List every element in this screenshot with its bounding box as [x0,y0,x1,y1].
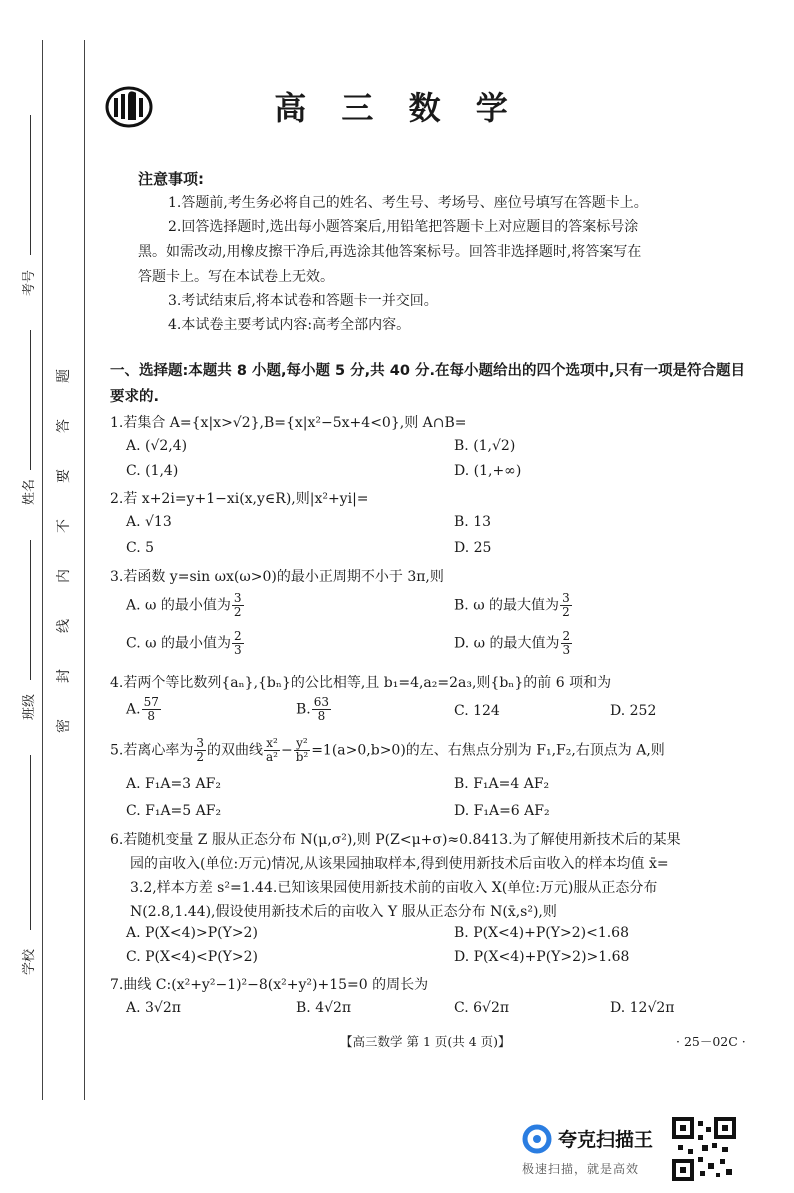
q3-option-c [126,630,245,657]
seal-char-4: 不 [56,519,72,533]
q3-option-d-text: D. ω 的最大值为 [454,635,560,652]
q6-line-3: 3.2,样本方差 s²=1.44.已知该果园使用新技术前的亩收入 X(单位:万元)服从正态分布 [130,880,658,896]
banji-blank [30,540,31,680]
notice-line-4: 答题卡上。写在本试卷上无效。 [138,269,334,285]
q3-option-c-text: C. ω 的最小值为 [126,635,231,652]
q5-h2-num: y² [294,737,311,751]
seal-char-6: 线 [56,619,72,633]
seal-char-2: 答 [56,419,72,433]
margin-line-outer [42,40,43,1100]
banji-label: 班级 [22,693,37,720]
q3-option-c-frac [232,630,244,657]
q6-option-b: B. P(X<4)+P(Y>2)<1.68 [454,925,629,941]
q5-option-a: A. F₁A=3 AF₂ [126,776,221,792]
q5-h2-frac [294,737,311,764]
q5-stem-c: =1(a>0,b>0)的左、右焦点分别为 F₁,F₂,右顶点为 A,则 [311,742,665,759]
q4-a-num: 57 [143,695,159,709]
q2-option-b: B. 13 [454,514,492,530]
q6-line-4: N(2.8,1.44),假设使用新技术后的亩收入 Y 服从正态分布 N(x̄,s²),则 [130,904,557,920]
q3-option-a-frac [232,592,244,619]
q4-option-a [126,696,162,723]
q2-option-a: A. √13 [126,514,172,530]
q4-option-c: C. 124 [454,703,500,719]
paper-code: · 25－02C · [676,1034,746,1049]
kaohao-label: 考号 [22,269,37,296]
q5-stem [110,737,665,764]
q4-b-den: 8 [317,709,326,723]
xuexiao-blank [30,755,31,930]
q4-option-a-text: A. [126,701,141,718]
q5-e-frac [194,737,206,764]
seal-char-1: 题 [56,369,72,383]
q5-stem-a: 5.若离心率为 [110,742,194,759]
notice-line-2: 2.回答选择题时,选出每小题答案后,用铅笔把答题卡上对应题目的答案标号涂 [168,219,639,235]
q5-option-d: D. F₁A=6 AF₂ [454,803,550,819]
notice-line-3: 黑。如需改动,用橡皮擦干净后,再选涂其他答案标号。回答非选择题时,将答案写在 [138,244,642,260]
q5-h1-num: x² [264,737,280,751]
q3-option-b [454,592,573,619]
q4-option-d: D. 252 [610,703,657,719]
q4-option-b-frac [312,696,331,723]
q5-option-b: B. F₁A=4 AF₂ [454,776,550,792]
q4-option-a-frac [142,696,161,723]
q3-stem: 3.若函数 y=sin ωx(ω>0)的最小正周期不小于 3π,则 [110,569,444,585]
page-title: 高 三 数 学 [274,89,520,127]
margin-line-inner [84,40,85,1100]
q1-option-b: B. (1,√2) [454,438,516,454]
q7-option-c: C. 6√2π [454,1000,510,1016]
seal-char-7: 封 [56,669,72,683]
notice-heading: 注意事项: [138,170,204,188]
q6-option-d: D. P(X<4)+P(Y>2)>1.68 [454,949,630,965]
q6-line-1: 6.若随机变量 Z 服从正态分布 N(μ,σ²),则 P(Z<μ+σ)≈0.8413.为了解使用新技术后的某果 [110,832,681,848]
q5-h1-frac [264,737,280,764]
q5-h2-den: b² [295,750,309,764]
q7-option-d: D. 12√2π [610,1000,675,1016]
q4-option-b [296,696,332,723]
q7-option-b: B. 4√2π [296,1000,352,1016]
q5-option-c: C. F₁A=5 AF₂ [126,803,222,819]
q3-d-den: 3 [562,643,571,657]
q5-minus: − [280,742,293,759]
q3-option-a-text: A. ω 的最小值为 [126,597,231,614]
q1-option-d: D. (1,+∞) [454,463,522,479]
page-footer: 【高三数学 第 1 页(共 4 页)】 [340,1034,511,1049]
q3-b-num: 3 [562,591,570,605]
q5-stem-b: 的双曲线 [207,742,263,759]
q5-h1-den: a² [266,750,278,764]
q2-option-c: C. 5 [126,540,155,556]
seal-char-3: 要 [56,469,72,483]
q1-option-c: C. (1,4) [126,463,179,479]
q3-option-b-text: B. ω 的最大值为 [454,597,560,614]
q3-b-den: 2 [562,605,570,619]
notice-line-1: 1.答题前,考生务必将自己的姓名、考生号、考场号、座位号填写在答题卡上。 [168,195,648,211]
notice-line-6: 4.本试卷主要考试内容:高考全部内容。 [168,317,411,333]
seal-char-8: 密 [56,719,72,733]
q6-option-c: C. P(X<4)<P(Y>2) [126,949,259,965]
q1-stem: 1.若集合 A={x|x>√2},B={x|x²−5x+4<0},则 A∩B= [110,415,467,431]
scanner-brand-name: 夸克扫描王 [558,1129,654,1151]
q7-stem: 7.曲线 C:(x²+y²−1)²−8(x²+y²)+15=0 的周长为 [110,977,429,993]
q1-option-a: A. (√2,4) [126,438,188,454]
q4-stem: 4.若两个等比数列{aₙ},{bₙ}的公比相等,且 b₁=4,a₂=2a₃,则{bₙ}的前 6 项和为 [110,675,612,691]
xuexiao-label: 学校 [22,948,37,975]
q2-option-d: D. 25 [454,540,492,556]
q3-a-den: 2 [233,605,242,619]
xingming-blank [30,330,31,470]
q7-option-a: A. 3√2π [126,1000,181,1016]
q6-line-2: 园的亩收入(单位:万元)情况,从该果园抽取样本,得到使用新技术后亩收入的样本均值 x̄= [130,856,669,872]
q3-d-num: 2 [562,629,571,643]
xingming-label: 姓名 [22,478,37,505]
section-1-heading: 一、选择题:本题共 8 小题,每小题 5 分,共 40 分.在每小题给出的四个选项中,只有一项是符合题目要求的. [110,363,745,405]
scanner-logo-icon [522,1124,552,1154]
seal-char-5: 内 [56,569,72,583]
kaohao-blank [30,115,31,255]
q4-a-den: 8 [147,709,156,723]
q3-c-num: 2 [233,629,242,643]
q3-c-den: 3 [233,643,242,657]
q3-option-d-frac [561,630,573,657]
q5-e-den: 2 [196,750,204,764]
q3-option-b-frac [560,592,572,619]
q6-option-a: A. P(X<4)>P(Y>2) [126,925,258,941]
q4-option-b-text: B. [296,701,311,718]
notice-line-5: 3.考试结束后,将本试卷和答题卡一并交回。 [168,293,438,309]
q3-option-a [126,592,245,619]
qr-code-icon [672,1117,736,1181]
q3-option-d [454,630,573,657]
scanner-brand-slogan: 极速扫描，就是高效 [522,1162,640,1176]
q2-stem: 2.若 x+2i=y+1−xi(x,y∈R),则|x²+yi|= [110,491,369,507]
q5-e-num: 3 [196,736,204,750]
q4-b-num: 63 [313,695,330,709]
q3-a-num: 3 [233,591,242,605]
